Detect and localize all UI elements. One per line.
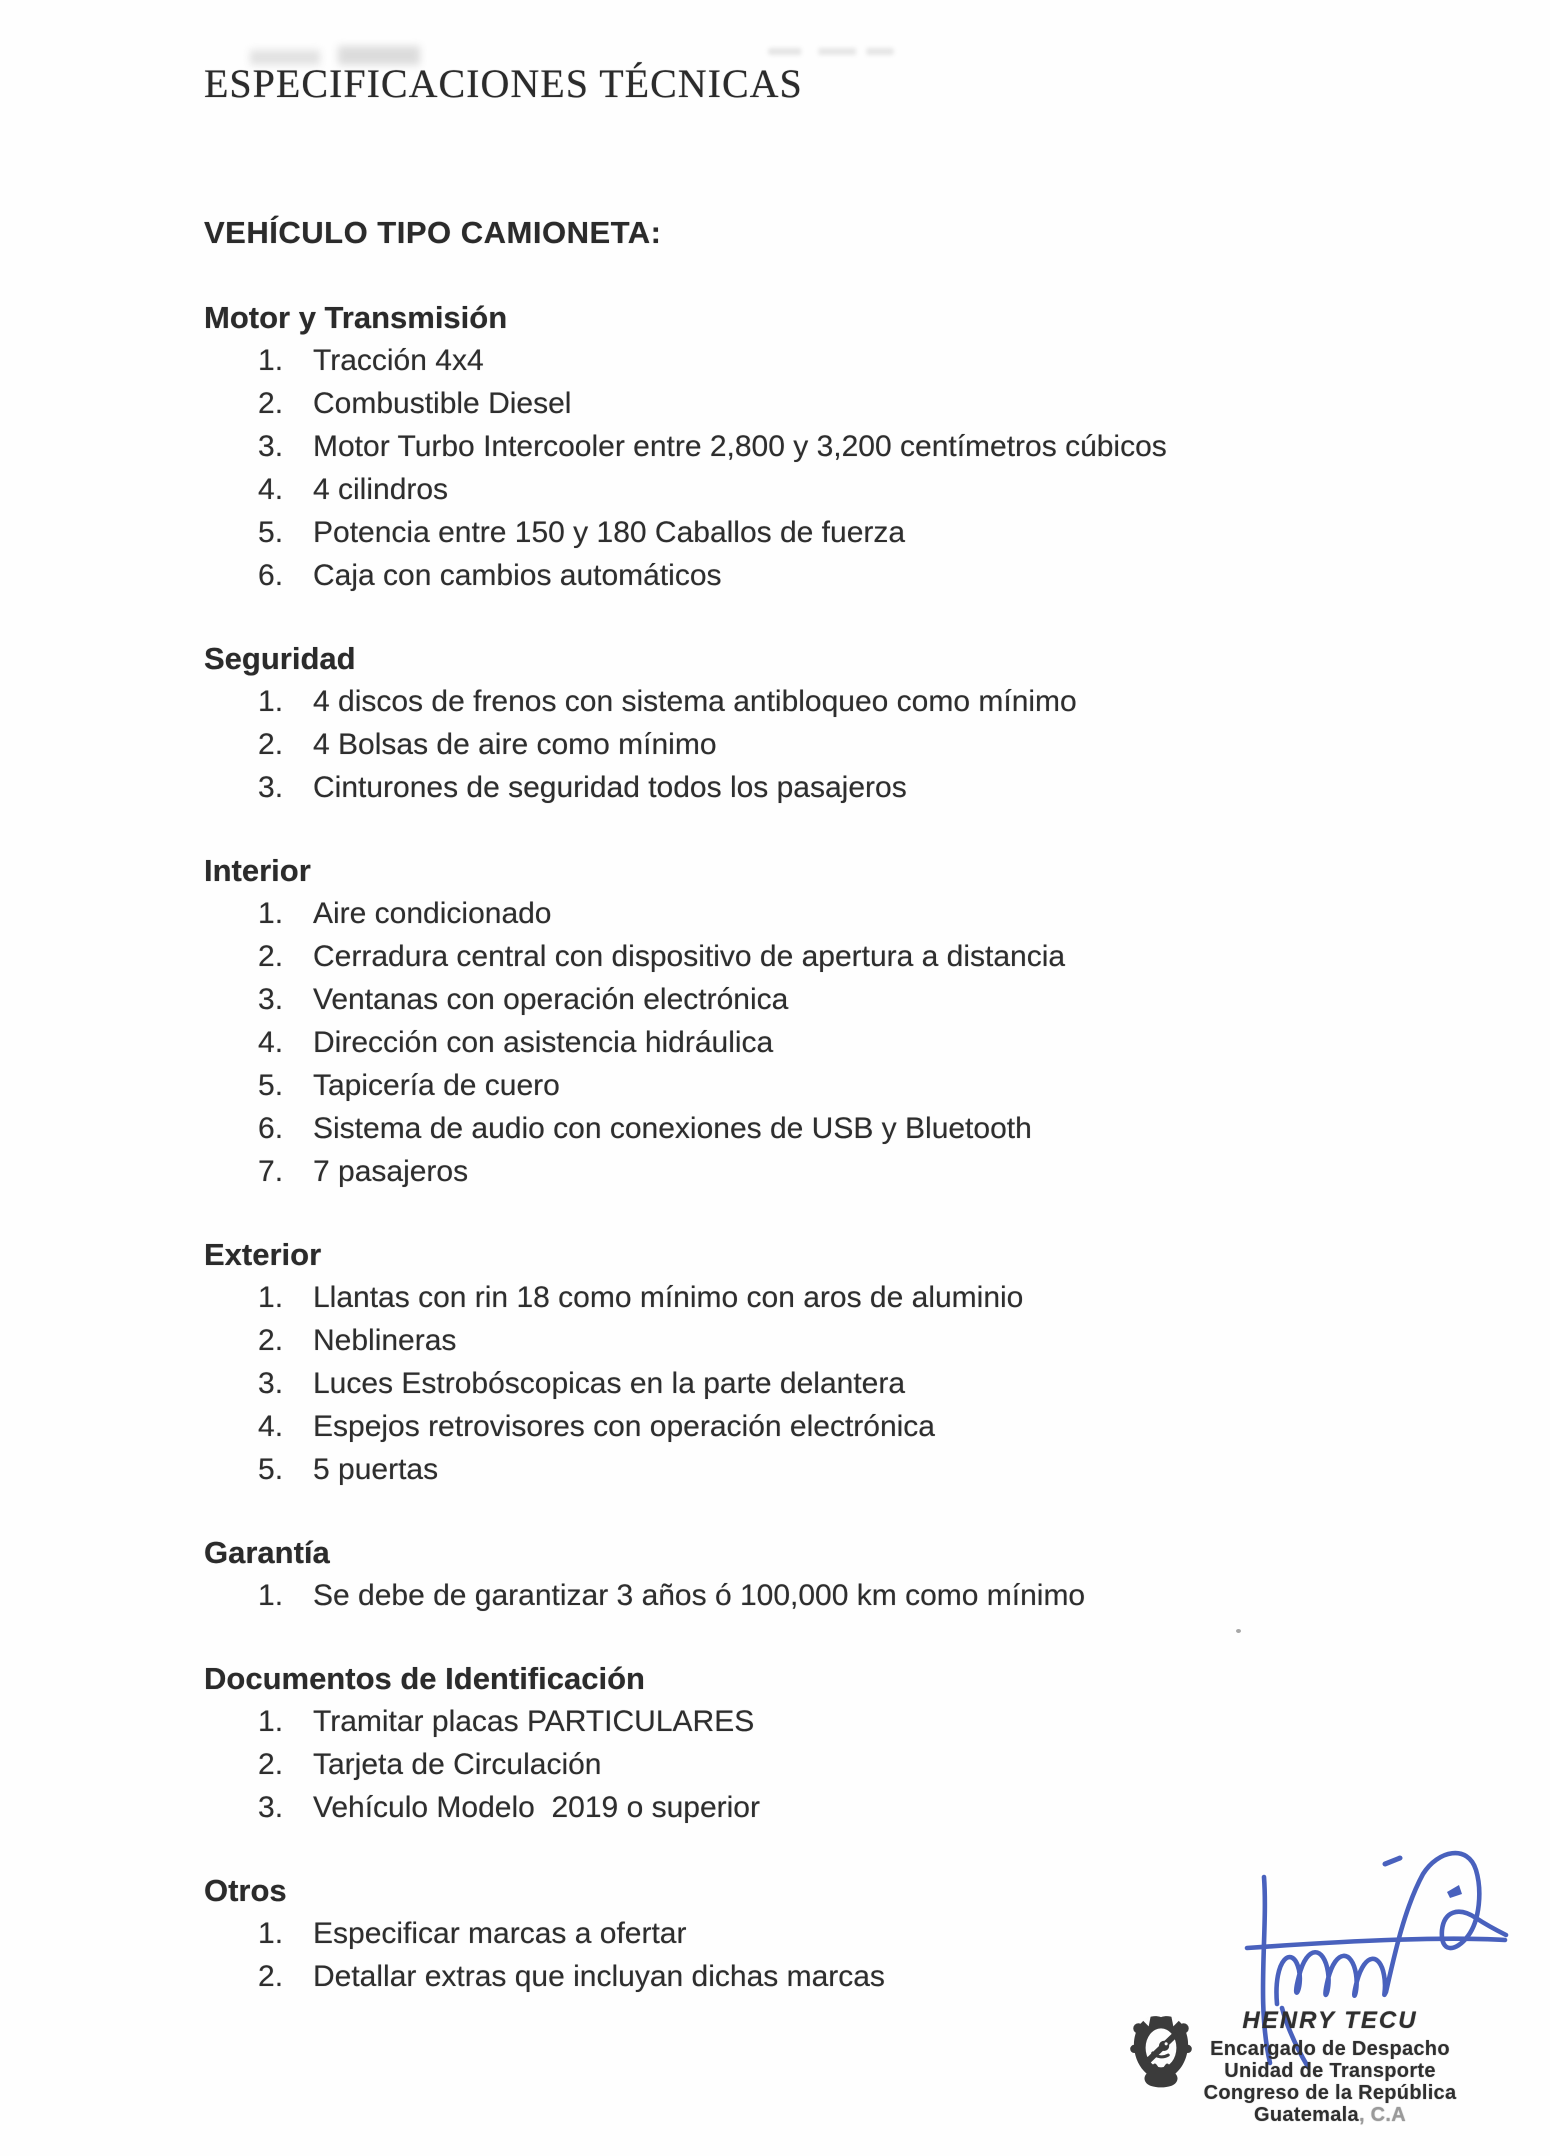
section-list xyxy=(204,1276,1550,1491)
spec-list-item: Tracción 4x4 xyxy=(313,344,484,377)
spec-list-item: Ventanas con operación electrónica xyxy=(313,983,789,1016)
section-heading: Interior xyxy=(204,853,311,888)
section-list xyxy=(204,1574,1550,1617)
stamp-signer-name: HENRY TECU xyxy=(1242,2007,1418,2034)
spec-list-item: Dirección con asistencia hidráulica xyxy=(313,1026,774,1059)
stamp-city: Guatemala xyxy=(1253,2104,1359,2126)
spec-list-item: Llantas con rin 18 como mínimo con aros de aluminio xyxy=(313,1281,1024,1314)
vehicle-type-heading: VEHÍCULO TIPO CAMIONETA: xyxy=(204,215,662,250)
section-heading: Seguridad xyxy=(204,641,356,676)
spec-section xyxy=(0,296,1550,597)
spec-list-item: Cinturones de seguridad todos los pasajeros xyxy=(313,771,907,804)
scan-artifact-streak xyxy=(768,48,894,55)
spec-list-item: Luces Estrobóscopicas en la parte delantera xyxy=(313,1367,906,1400)
spec-sections xyxy=(0,296,1550,1998)
spec-list-item: 4 cilindros xyxy=(313,473,449,506)
spec-list-item: Vehículo Modelo 2019 o superior xyxy=(313,1791,760,1824)
stamp-text-block xyxy=(1180,2004,1480,2126)
spec-list-item: Combustible Diesel xyxy=(313,387,572,420)
section-list xyxy=(204,339,1550,597)
spec-section xyxy=(0,1531,1550,1617)
section-list xyxy=(204,892,1550,1193)
spec-list-item: Caja con cambios automáticos xyxy=(313,559,722,592)
spec-list-item: Motor Turbo Intercooler entre 2,800 y 3,200 centímetros cúbicos xyxy=(313,430,1167,463)
signature-scrawl-stroke xyxy=(1276,1853,1506,2004)
section-heading: Garantía xyxy=(204,1535,330,1570)
spec-list-item: Espejos retrovisores con operación electrónica xyxy=(313,1410,935,1443)
section-list xyxy=(204,1700,1550,1829)
spec-list-item: Tarjeta de Circulación xyxy=(313,1748,602,1781)
stamp-location xyxy=(1180,2104,1480,2126)
spec-section xyxy=(0,849,1550,1193)
spec-section xyxy=(0,637,1550,809)
signature-dash xyxy=(1385,1858,1400,1864)
section-heading: Documentos de Identificación xyxy=(204,1661,645,1696)
section-list xyxy=(204,680,1550,809)
spec-list-item: Sistema de audio con conexiones de USB y Bluetooth xyxy=(313,1112,1032,1145)
stamp-city-suffix: , C.A xyxy=(1358,2104,1407,2126)
spec-list-item: Cerradura central con dispositivo de apertura a distancia xyxy=(313,940,1066,973)
spec-list-item: Aire condicionado xyxy=(313,897,552,930)
stamp-organization: Congreso de la República xyxy=(1203,2082,1457,2104)
document-title: ESPECIFICACIONES TÉCNICAS xyxy=(204,61,803,106)
section-heading: Exterior xyxy=(204,1237,322,1272)
spec-section xyxy=(0,1657,1550,1829)
spec-list-item: Especificar marcas a ofertar xyxy=(313,1917,687,1950)
spec-list-item: Se debe de garantizar 3 años ó 100,000 km como mínimo xyxy=(313,1579,1086,1612)
spec-list-item: 7 pasajeros xyxy=(313,1155,469,1188)
stamp-role: Encargado de Despacho xyxy=(1210,2038,1450,2060)
section-heading: Motor y Transmisión xyxy=(204,300,508,335)
spec-list-item: 5 puertas xyxy=(313,1453,439,1486)
spec-list-item: Neblineras xyxy=(313,1324,457,1357)
spec-list-item: Tramitar placas PARTICULARES xyxy=(313,1705,755,1738)
spec-list-item: Detallar extras que incluyan dichas marcas xyxy=(313,1960,885,1993)
stamp-unit: Unidad de Transporte xyxy=(1224,2060,1436,2082)
spec-list-item: 4 discos de frenos con sistema antibloqueo como mínimo xyxy=(313,685,1077,718)
spec-section xyxy=(0,1233,1550,1491)
spec-list-item: Tapicería de cuero xyxy=(313,1069,560,1102)
section-heading: Otros xyxy=(204,1873,287,1908)
spec-list-item: Potencia entre 150 y 180 Caballos de fuerza xyxy=(313,516,906,549)
spec-list-item: 4 Bolsas de aire como mínimo xyxy=(313,728,717,761)
signature-blob xyxy=(1447,1885,1462,1898)
